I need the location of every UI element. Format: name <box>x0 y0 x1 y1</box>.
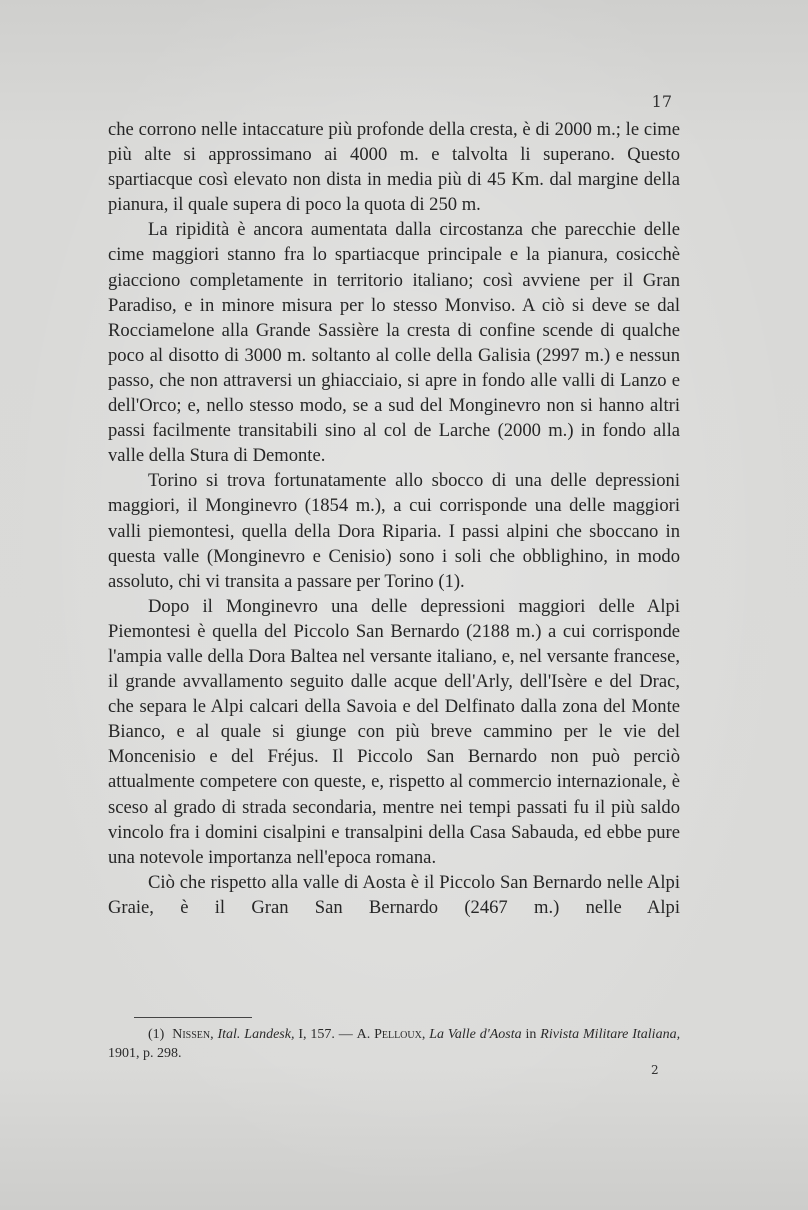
footnote-author-2: A. Pelloux, <box>356 1027 426 1042</box>
footnote-in-word: in <box>525 1027 537 1042</box>
footnote-reference-2: 1901, p. 298. <box>108 1046 182 1061</box>
page-number: 17 <box>651 92 672 111</box>
paragraph-1: che corrono nelle intaccature più profonde della cresta, è di 2000 m.; le cime più alte si approssimano ai 4000 m. e talvolta li superano. Questo spartiacque così elevato non dista in media più di 45 Km. dal margine della pianura, il quale supera di poco la quota di 250 m. <box>108 119 680 216</box>
footnote-marker: (1) <box>148 1027 165 1042</box>
body-text <box>108 117 680 920</box>
paragraph-5: Ciò che rispetto alla valle di Aosta è il Piccolo San Bernardo nelle Alpi Graie, è il Gran San Bernardo (2467 m.) nelle Alpi <box>108 871 680 918</box>
paragraph-2: La ripidità è ancora aumentata dalla circostanza che parecchie delle cime maggiori stanno fra lo spartiacque principale e la pianura, cosicchè giacciono completamente in territorio italiano; così avviene per il Gran Paradiso, e in minore misura per lo stesso Monviso. A ciò si deve se dal Rocciamelone alla Grande Sassière la cresta di confine scende di qualche poco al disotto di 3000 m. soltanto al colle della Galisia (2997 m.) e nessun passo, che non attraversi un ghiacciaio, si apre in fondo alle valli di Lanzo e dell'Orco; e, nello stesso modo, se a sud del Monginevro non si hanno altri passi facilmente transitabili sino al col de Larche (2000 m.) in fondo alla valle della Stura di Demonte. <box>108 219 680 467</box>
footnote-work-2: La Valle d'Aosta <box>429 1027 522 1042</box>
paragraph-4: Dopo il Monginevro una delle depressioni maggiori delle Alpi Piemontesi è quella del Piccolo San Bernardo (2188 m.) a cui corrisponde l'ampia valle della Dora Baltea nel versante italiano, e, nel versante francese, il grande avvallamento seguito dalle acque dell'Arly, dell'Isère e del Drac, che separa le Alpi calcari della Savoia e del Delfinato dalla zona del Monte Bianco, e al quale si giunge con più breve cammino per le vie del Moncenisio e del Fréjus. Il Piccolo San Bernardo non può perciò attualmente competere con queste, e, rispetto al commercio internazionale, è sceso al grado di strada secondaria, mentre nei tempi passati fu il più saldo vincolo fra i domini cisalpini e transalpini della Casa Sabauda, ed ebbe pure una notevole importanza nell'epoca romana. <box>108 595 680 868</box>
footnote-author-1: Nissen, <box>172 1027 214 1042</box>
footnote-work-1: Ital. Landesk, <box>217 1027 295 1042</box>
footnote <box>108 1025 680 1063</box>
footnote-reference-1: I, 157. — <box>298 1027 353 1042</box>
footnote-journal: Rivista Militare Italiana, <box>540 1027 681 1042</box>
paragraph-3: Torino si trova fortunatamente allo sbocco di una delle depressioni maggiori, il Monginevro (1854 m.), a cui corrisponde una delle maggiori valli piemontesi, quella della Dora Riparia. I passi alpini che sboccano in questa valle (Monginevro e Cenisio) sono i soli che obblighino, in modo assoluto, chi vi transita a passare per Torino (1). <box>108 470 680 592</box>
signature-mark: 2 <box>651 1063 659 1077</box>
footnote-divider <box>134 1017 252 1018</box>
